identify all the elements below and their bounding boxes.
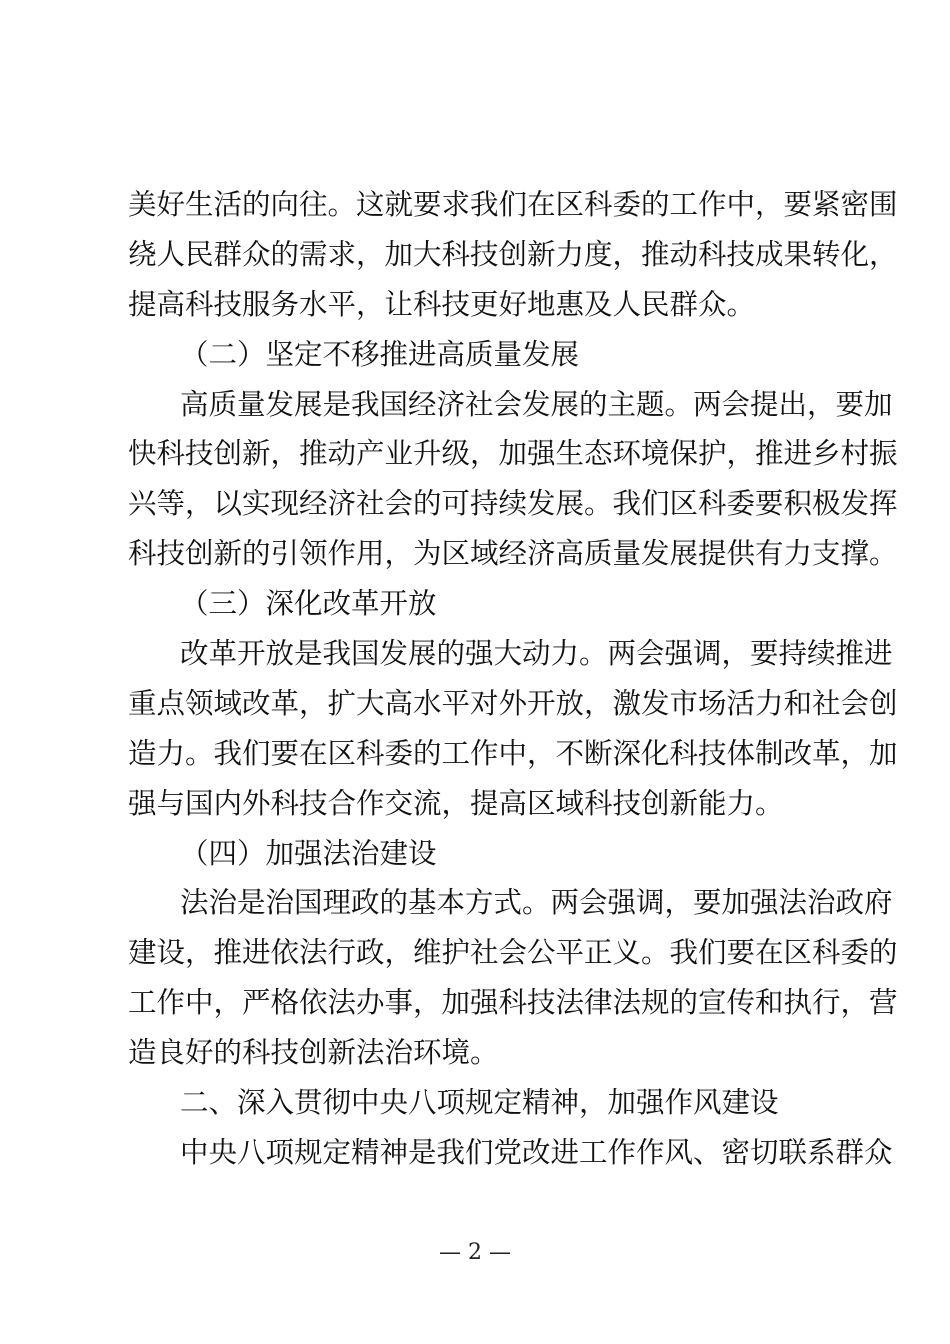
paragraph-line: 兴等，以实现经济社会的可持续发展。我们区科委要积极发挥 (128, 487, 898, 521)
paragraph-line: 造力。我们要在区科委的工作中，不断深化科技体制改革，加 (128, 736, 898, 770)
section-heading: （二）坚定不移推进高质量发展 (180, 337, 580, 371)
paragraph-line: 强与国内外科技合作交流，提高区域科技创新能力。 (128, 786, 784, 820)
paragraph-line: 快科技创新，推动产业升级，加强生态环境保护，推进乡村振 (128, 437, 898, 471)
paragraph-line: 绕人民群众的需求，加大科技创新力度，推动科技成果转化， (128, 237, 898, 271)
section-heading: （三）深化改革开放 (180, 587, 437, 621)
paragraph-line: 建设，推进依法行政，维护社会公平正义。我们要在区科委的 (128, 936, 898, 970)
paragraph-line: 美好生活的向往。这就要求我们在区科委的工作中，要紧密围 (128, 188, 898, 221)
paragraph-line: 造良好的科技创新法治环境。 (128, 1036, 499, 1070)
section-heading: 二、深入贯彻中央八项规定精神，加强作风建设 (180, 1086, 779, 1120)
paragraph-line: 中央八项规定精神是我们党改进工作作风、密切联系群众 (180, 1135, 893, 1169)
paragraph-line: 重点领域改革，扩大高水平对外开放，激发市场活力和社会创 (128, 686, 898, 720)
paragraph-line: 科技创新的引领作用，为区域经济高质量发展提供有力支撑。 (128, 537, 898, 571)
section-heading: （四）加强法治建设 (180, 836, 437, 870)
page-number: — 2 — (439, 1240, 511, 1265)
document-body (128, 180, 898, 1178)
paragraph-line: 改革开放是我国发展的强大动力。两会强调，要持续推进 (180, 637, 893, 671)
paragraph-line: 高质量发展是我国经济社会发展的主题。两会提出，要加 (180, 387, 893, 421)
paragraph-line: 工作中，严格依法办事，加强科技法律法规的宣传和执行，营 (128, 986, 898, 1020)
paragraph-line: 法治是治国理政的基本方式。两会强调，要加强法治政府 (180, 886, 893, 920)
paragraph-line: 提高科技服务水平，让科技更好地惠及人民群众。 (128, 287, 756, 321)
